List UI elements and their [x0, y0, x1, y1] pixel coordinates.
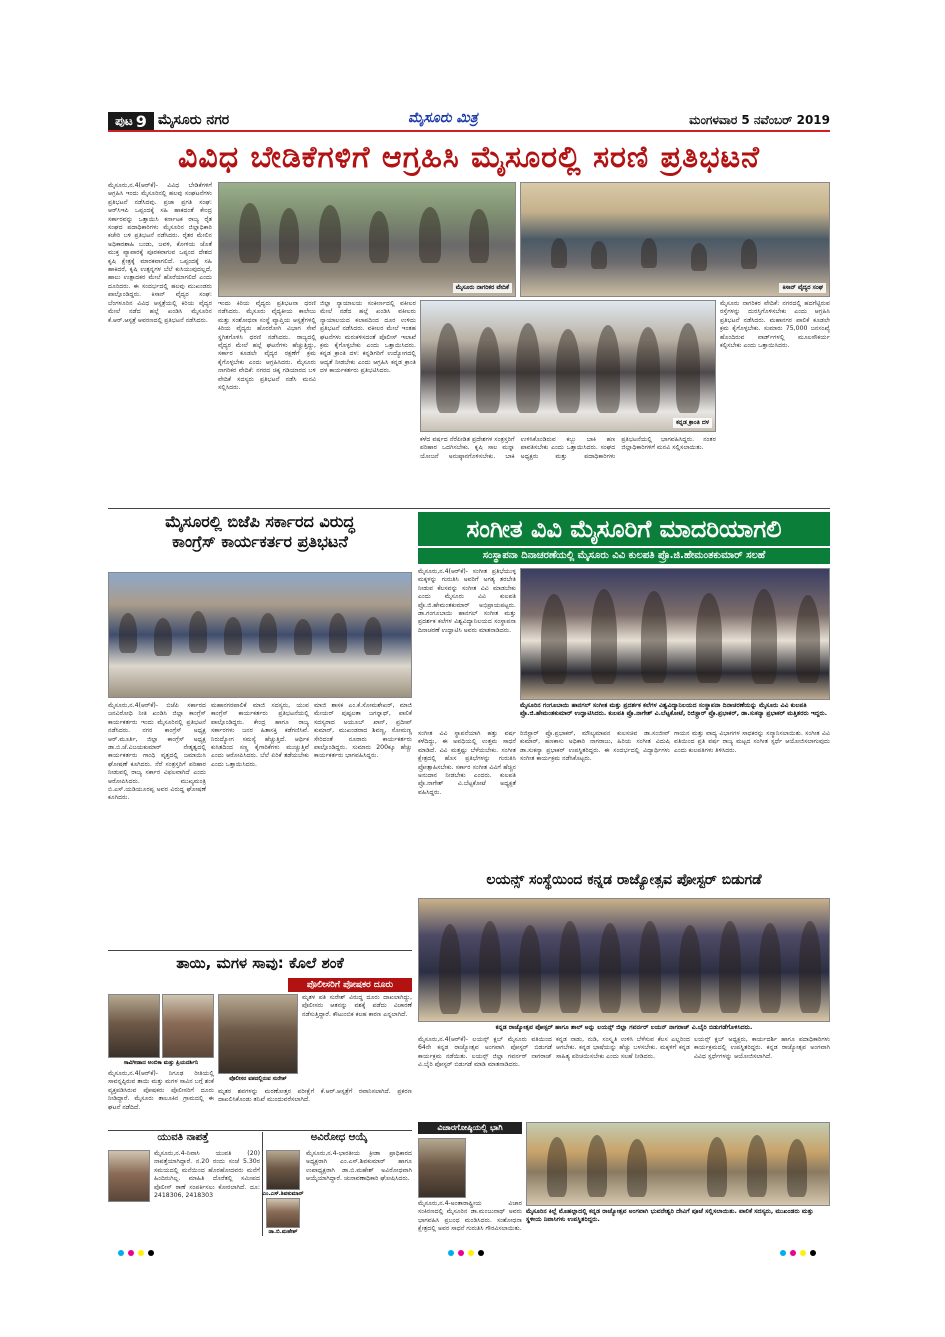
story1-photo-1	[218, 182, 516, 297]
story2-text-1: ಮೈಸೂರು,ನ.4(ಆರ್‌ಕೆ)- ಬಿಜೆಪಿ ಸರ್ಕಾರದ ಜನವಿರೋಧಿ ನೀತಿ ಖಂಡಿಸಿ ಜಿಲ್ಲಾ ಕಾಂಗ್ರೆಸ್ ಕಾರ್ಯಕರ್ತರು ಇಂದು ಮೈಸೂರಿನಲ್ಲಿ ಪ್ರತಿಭಟನೆ ನಡೆಸಿದರು. ನಗರ ಕಾಂಗ್ರೆಸ್ ಅಧ್ಯಕ್ಷ ಆರ್.ಮೂರ್ತಿ, ಜಿಲ್ಲಾ ಕಾಂಗ್ರೆಸ್ ಅಧ್ಯಕ್ಷ ಡಾ.ಬಿ.ಜೆ.ವಿಜಯಕುಮಾರ್ ನೇತೃತ್ವದಲ್ಲಿ ಕಾರ್ಯಕರ್ತರು ಗಾಂಧಿ ವೃತ್ತದಲ್ಲಿ ಜಮಾಯಿಸಿ ಘೋಷಣೆ ಕೂಗಿದರು. ನೆರೆ ಸಂತ್ರಸ್ತರಿಗೆ ಪರಿಹಾರ ನೀಡುವಲ್ಲಿ ರಾಜ್ಯ ಸರ್ಕಾರ ವಿಫಲವಾಗಿದೆ ಎಂದು ಆರೋಪಿಸಿದರು. ಮುಖ್ಯಮಂತ್ರಿ ಬಿ.ಎಸ್.ಯಡಿಯೂರಪ್ಪ ಅವರ ವಿರುದ್ಧ ಘೋಷಣೆ ಕೂಗಿದರು.	[108, 702, 206, 802]
story8-text: ಮೈಸೂರು,ನ.4-ಅಂತಾರಾಷ್ಟ್ರೀಯ ವಿಚಾರ ಸಂಕಿರಣದಲ್ಲಿ ಮೈಸೂರಿನ ಡಾ.ಮಂಜುನಾಥ್ ಅವರು ಭಾಗವಹಿಸಿ ಪ್ರಬಂಧ ಮಂಡಿಸಿದರು. ಸಂಶೋಧನಾ ಕ್ಷೇತ್ರದಲ್ಲಿ ಅವರ ಸಾಧನೆ ಗುರುತಿಸಿ ಗೌರವಿಸಲಾಯಿತು.	[418, 1200, 522, 1233]
issue-date: ಮಂಗಳವಾರ 5 ನವೆಂಬರ್ 2019	[689, 113, 830, 127]
story5-photo-victim-2	[162, 994, 214, 1058]
story3-photo-caption: ಮೈಸೂರಿನ ಗಂಗೂಬಾಯಿ ಹಾನಗಲ್ ಸಂಗೀತ ಮತ್ತು ಪ್ರದರ್ಶಕ ಕಲೆಗಳ ವಿಶ್ವವಿದ್ಯಾನಿಲಯದ ಸಂಸ್ಥಾಪನಾ ದಿನಾಚರಣೆಯನ್ನು ಮೈಸೂರು ವಿವಿ ಕುಲಪತಿ ಪ್ರೊ.ಜಿ.ಹೇಮಂತಕುಮಾರ್ ಉದ್ಘಾಟಿಸಿದರು. ಕುಲಪತಿ ಪ್ರೊ.ನಾಗೇಶ್ ವಿ.ಬೆಟ್ಟಕೋಟೆ, ರಿಜಿಸ್ಟ್ರಾರ್ ಪ್ರೊ.ಪ್ರಭಾಕರ್, ಡಾ.ಸುಕನ್ಯಾ ಪ್ರಭಾಕರ್ ಮತ್ತಿತರರು ಇದ್ದರು.	[520, 702, 828, 717]
story5-text-3: ಮೃತರ ಶವಗಳನ್ನು ಮರಣೋತ್ತರ ಪರೀಕ್ಷೆಗೆ ಕೆ.ಆರ್.ಆಸ್ಪತ್ರೆಗೆ ರವಾನಿಸಲಾಗಿದೆ. ಪ್ರಕರಣ ದಾಖಲಿಸಿಕೊಂಡು ತನಿಖೆ ಮುಂದುವರೆಸಲಾಗಿದೆ.	[218, 1088, 412, 1104]
story1-column-3	[320, 300, 416, 504]
story2-headline-line-1: ಮೈಸೂರಲ್ಲಿ ಬಿಜೆಪಿ ಸರ್ಕಾರದ ವಿರುದ್ಧ	[165, 512, 355, 531]
story1-text-3: ಜಿಲ್ಲಾ ನ್ಯಾಯಾಲಯ ಸಂಕೀರ್ಣದಲ್ಲಿ ವಕೀಲರ ಮೇಲೆ ನಡೆದ ಹಲ್ಲೆ ಖಂಡಿಸಿ ವಕೀಲರು ನ್ಯಾಯಾಲಯದ ಕಲಾಪದಿಂದ ದೂರ ಉಳಿದು ಪ್ರತಿಭಟನೆ ನಡೆಸಿದರು. ವಕೀಲರ ಮೇಲೆ ಇಂತಹ ಘಟನೆಗಳು ಮರುಕಳಿಸದಂತೆ ಪೊಲೀಸ್ ಇಲಾಖೆ ಕ್ರಮ ಕೈಗೊಳ್ಳಬೇಕು ಎಂದು ಒತ್ತಾಯಿಸಿದರು. ಕನ್ನಡ ಕ್ರಾಂತಿ ದಳ: ಕನ್ನಡಿಗರಿಗೆ ಉದ್ಯೋಗದಲ್ಲಿ ಆದ್ಯತೆ ನೀಡಬೇಕು ಎಂದು ಆಗ್ರಹಿಸಿ ಕನ್ನಡ ಕ್ರಾಂತಿ ದಳ ಕಾರ್ಯಕರ್ತರು ಪ್ರತಿಭಟಿಸಿದರು.	[320, 300, 416, 375]
story2-headline	[108, 512, 412, 568]
story7-photo-1	[266, 1150, 300, 1190]
story3-text-1: ಮೈಸೂರು,ನ.4(ಆರ್‌ಕೆ)- ಸಂಗೀತ ಪ್ರತಿಭೆಯುಳ್ಳ ಮಕ್ಕಳನ್ನು ಗುರುತಿಸಿ ಅವರಿಗೆ ಅಗತ್ಯ ತರಬೇತಿ ನೀಡುವ ಕೆಲಸವನ್ನು ಸಂಗೀತ ವಿವಿ ಮಾಡಬೇಕು ಎಂದು ಮೈಸೂರು ವಿವಿ ಕುಲಪತಿ ಪ್ರೊ.ಜಿ.ಹೇಮಂತಕುಮಾರ್ ಅಭಿಪ್ರಾಯಪಟ್ಟರು. ಡಾ.ಗಂಗೂಬಾಯಿ ಹಾನಗಲ್ ಸಂಗೀತ ಮತ್ತು ಪ್ರದರ್ಶಕ ಕಲೆಗಳ ವಿಶ್ವವಿದ್ಯಾನಿಲಯದ ಸಂಸ್ಥಾಪನಾ ದಿನಾಚರಣೆ ಉದ್ಘಾಟಿಸಿ ಅವರು ಮಾತನಾಡಿದರು.	[418, 568, 516, 634]
story5-text-1: ಮೈಸೂರು,ನ.4(ಆರ್‌ಕೆ)- ನಿಗೂಢ ರೀತಿಯಲ್ಲಿ ಸಾವನ್ನಪ್ಪಿರುವ ತಾಯಿ ಮತ್ತು ಮಗಳ ಸಾವಿನ ಬಗ್ಗೆ ಶಂಕೆ ವ್ಯಕ್ತಪಡಿಸಿರುವ ಪೋಷಕರು ಪೊಲೀಸರಿಗೆ ದೂರು ನೀಡಿದ್ದಾರೆ. ಮೈಸೂರು ತಾಲೂಕಿನ ಗ್ರಾಮದಲ್ಲಿ ಈ ಘಟನೆ ನಡೆದಿದೆ.	[108, 1070, 214, 1111]
story7-name-1: ಎಂ.ಎಸ್.ಶಿವಕುಮಾರ್	[262, 1191, 304, 1197]
story6-photo	[108, 1150, 150, 1202]
story5-column-1	[108, 1070, 214, 1128]
story5-photo-victim-1	[108, 994, 160, 1058]
divider	[108, 950, 412, 951]
story8-photo	[418, 1138, 466, 1198]
story1-text-1: ಮೈಸೂರು,ನ.4(ಆರ್‌ಕೆ)- ವಿವಿಧ ಬೇಡಿಕೆಗಳಿಗೆ ಆಗ್ರಹಿಸಿ ಇಂದು ಮೈಸೂರಿನಲ್ಲಿ ಹಲವು ಸಂಘಟನೆಗಳು ಪ್ರತಿಭಟನೆ ನಡೆಸಿದವು. ಪ್ರಜಾ ಪ್ರಗತಿ ಸಂಘ: ಆರ್‌ಸಿಇಪಿ ಒಪ್ಪಂದಕ್ಕೆ ಸಹಿ ಹಾಕದಂತೆ ಕೇಂದ್ರ ಸರ್ಕಾರವನ್ನು ಒತ್ತಾಯಿಸಿ ಕರ್ನಾಟಕ ರಾಜ್ಯ ರೈತ ಸಂಘದ ಪದಾಧಿಕಾರಿಗಳು ಮೈಸೂರಿನ ಜಿಲ್ಲಾಧಿಕಾರಿ ಕಚೇರಿ ಬಳಿ ಪ್ರತಿಭಟನೆ ನಡೆಸಿದರು. ರೈತರ ಮೇಲಿನ ಅಧಿಕಾರಶಾಹಿ ಬಂಡು, ಜವಳಿ, ಕೋಳಿಯ ಜೊತೆ ಮುಕ್ತ ವ್ಯಾಪಾರಕ್ಕೆ ಪೂರಕವಾಗುವ ಒಪ್ಪಂದ ದೇಶದ ಕೃಷಿ ಕ್ಷೇತ್ರಕ್ಕೆ ಮಾರಕವಾಗಲಿದೆ. ಒಪ್ಪಂದಕ್ಕೆ ಸಹಿ ಹಾಕಿದರೆ, ಕೃಷಿ ಉತ್ಪನ್ನಗಳ ಬೆಲೆ ಕುಸಿಯುವುದಲ್ಲದೆ, ಹಾಲು ಉತ್ಪಾದಕರ ಮೇಲೆ ಹೊರೆಯಾಗಲಿದೆ ಎಂದು ದೂರಿದರು. ಈ ಸಂದರ್ಭದಲ್ಲಿ ಹಲವು ಮುಖಂಡರು ಪಾಲ್ಗೊಂಡಿದ್ದರು. ಕಿಸಾನ್ ವೈದ್ಯರ ಸಂಘ: ಬೆಂಗಳೂರಿನ ವಿವಿಧ ಆಸ್ಪತ್ರೆಯಲ್ಲಿ ಕಿರಿಯ ವೈದ್ಯರ ಮೇಲೆ ನಡೆದ ಹಲ್ಲೆ ಖಂಡಿಸಿ ಮೈಸೂರಿನ ಕೆ.ಆರ್.ಆಸ್ಪತ್ರೆ ಆವರಣದಲ್ಲಿ ಪ್ರತಿಭಟನೆ ನಡೆಸಿದರು.	[108, 182, 212, 324]
story4-column-3	[694, 1036, 830, 1118]
divider	[108, 1130, 412, 1131]
divider	[108, 508, 830, 509]
story7-photo-2	[266, 1198, 300, 1228]
registration-marks	[118, 1250, 154, 1256]
story1-text-4: ಕಳೆದ ವರ್ಷದ ನೆರೆಪೀಡಿತ ಪ್ರದೇಶಗಳ ಸಂತ್ರಸ್ತರಿಗೆ ಪರಿಹಾರ ಒದಗಿಸಬೇಕು. ಕೃಷಿ ಸಾಲ ಮನ್ನಾ ಯೋಜನೆ ಅನುಷ್ಠಾನಗೊಳಿಸಬೇಕು. ಬಾಕಿ ಉಳಿಸಿಕೊಂಡಿರುವ ಕಬ್ಬು ಬಾಕಿ ಹಣ ಪಾವತಿಸಬೇಕು ಎಂದು ಒತ್ತಾಯಿಸಿದರು. ಸಂಘದ ಅಧ್ಯಕ್ಷರು ಮತ್ತು ಪದಾಧಿಕಾರಿಗಳು ಪ್ರತಿಭಟನೆಯಲ್ಲಿ ಭಾಗವಹಿಸಿದ್ದರು. ನಂತರ ಜಿಲ್ಲಾಧಿಕಾರಿಗಳಿಗೆ ಮನವಿ ಸಲ್ಲಿಸಲಾಯಿತು.	[420, 436, 716, 460]
story3-column-4	[674, 730, 830, 868]
story1-photo-3-tag: ಕನ್ನಡ ಕ್ರಾಂತಿ ದಳ	[673, 418, 712, 428]
page-label: ಪುಟ	[115, 113, 133, 128]
story3-column-1	[418, 568, 516, 702]
story5-column-2	[302, 994, 412, 1086]
page-number-badge	[108, 112, 154, 130]
story4-photo-caption: ಕನ್ನಡ ರಾಜ್ಯೋತ್ಸವ ಪೋಸ್ಟರ್ ಹಾಗೂ ಶಾಲ್ ಅನ್ನು ಲಯನ್ಸ್ ಜಿಲ್ಲಾ ಗವರ್ನರ್ ಲಯನ್ ನಾಗರಾಜ್ ವಿ.ಬೈರಿ ಬಿಡುಗಡೆಗೊಳಿಸಿದರು.	[495, 1024, 753, 1031]
story2-column-1	[108, 702, 206, 948]
story3-photo	[520, 568, 830, 700]
story4-headline: ಲಯನ್ಸ್ ಸಂಸ್ಥೆಯಿಂದ ಕನ್ನಡ ರಾಜ್ಯೋತ್ಸವ ಪೋಸ್ಟರ್ ಬಿಡುಗಡೆ	[486, 872, 762, 888]
story3-text-4: ಗಾಯನ ಮತ್ತು ವಾದ್ಯ ವಿಭಾಗಗಳ ಸಾಧಕರನ್ನು ಸನ್ಮಾನಿಸಲಾಯಿತು. ಸಂಗೀತ ವಿವಿ ವತಿಯಿಂದ ಪ್ರತಿ ವರ್ಷ ರಾಜ್ಯ ಮಟ್ಟದ ಸಂಗೀತ ಸ್ಪರ್ಧೆ ಆಯೋಜಿಸಲಾಗುವುದು ಎಂದು ಕುಲಪತಿಗಳು ತಿಳಿಸಿದರು.	[674, 730, 830, 754]
story1-photo-3	[420, 300, 716, 432]
story8-headline: ವಿಚಾರಗೋಷ್ಠಿಯಲ್ಲಿ ಭಾಗಿ	[418, 1122, 522, 1134]
story7-name-2: ಡಾ.ಬಿ.ಮಹೇಶ್	[268, 1229, 298, 1235]
story3-column-1b	[418, 730, 516, 868]
section-name: ಮೈಸೂರು ನಗರ	[158, 112, 230, 128]
story2-column-3	[314, 702, 412, 948]
story3-column-3	[520, 730, 670, 868]
story7-text-box	[306, 1150, 412, 1238]
story4-column-1	[418, 1036, 552, 1118]
newspaper-page	[108, 110, 830, 1240]
registration-marks	[780, 1250, 816, 1256]
story5-photo-2-caption: ಪೊಲೀಸರ ವಶದಲ್ಲಿರುವ ಸುರೇಶ್	[229, 1076, 287, 1082]
story1-text-5: ಮೈಸೂರು ನಾಗರಿಕರ ವೇದಿಕೆ: ನಗರದಲ್ಲಿ ಹದಗೆಟ್ಟಿರುವ ರಸ್ತೆಗಳನ್ನು ದುರಸ್ತಿಗೊಳಿಸಬೇಕು ಎಂದು ಆಗ್ರಹಿಸಿ ಪ್ರತಿಭಟನೆ ನಡೆಸಿದರು. ಮಹಾನಗರ ಪಾಲಿಕೆ ಕೂಡಲೇ ಕ್ರಮ ಕೈಗೊಳ್ಳಬೇಕು. ಸುಮಾರು 75,000 ಜನಸಂಖ್ಯೆ ಹೊಂದಿರುವ ವಾರ್ಡ್‌ಗಳಲ್ಲಿ ಮೂಲಸೌಕರ್ಯ ಕಲ್ಪಿಸಬೇಕು ಎಂದು ಒತ್ತಾಯಿಸಿದರು.	[720, 300, 830, 350]
story5-column-3	[218, 1088, 412, 1128]
story1-column-2	[218, 300, 316, 504]
story8-text-box	[418, 1200, 522, 1238]
story3-text-2: ಸಂಗೀತ ವಿವಿ ಸ್ಥಾಪನೆಯಾಗಿ ಹತ್ತು ವರ್ಷ ಕಳೆದಿದ್ದು, ಈ ಅವಧಿಯಲ್ಲಿ ಉತ್ತಮ ಸಾಧನೆ ಮಾಡಿದೆ. ವಿವಿ ಮತ್ತಷ್ಟು ಬೆಳೆಯಬೇಕು. ಸಂಗೀತ ಕ್ಷೇತ್ರದಲ್ಲಿ ಹೊಸ ಪ್ರತಿಭೆಗಳನ್ನು ಗುರುತಿಸಿ ಪ್ರೋತ್ಸಾಹಿಸಬೇಕು. ಸರ್ಕಾರ ಸಂಗೀತ ವಿವಿಗೆ ಹೆಚ್ಚಿನ ಅನುದಾನ ನೀಡಬೇಕು ಎಂದರು. ಕುಲಪತಿ ಪ್ರೊ.ನಾಗೇಶ್ ವಿ.ಬೆಟ್ಟಕೋಟೆ ಅಧ್ಯಕ್ಷತೆ ವಹಿಸಿದ್ದರು.	[418, 730, 516, 796]
story1-column-4	[420, 436, 716, 504]
story4-column-2	[556, 1036, 690, 1118]
story4-photo	[418, 898, 830, 1022]
story4-text-2: ಕನ್ನಡ ನಾಡು, ನುಡಿ, ಸಂಸ್ಕೃತಿ ಉಳಿಸಿ ಬೆಳೆಸುವ ಕೆಲಸ ಎಲ್ಲರಿಂದ ಆಗಬೇಕು. ಕನ್ನಡ ಭಾಷೆಯನ್ನು ಹೆಚ್ಚು ಬಳಸಬೇಕು. ಮಕ್ಕಳಿಗೆ ಕನ್ನಡ ಸಾಹಿತ್ಯ ಪರಿಚಯಿಸಬೇಕು ಎಂದು ಸಲಹೆ ನೀಡಿದರು.	[556, 1036, 690, 1060]
story9-photo	[526, 1122, 830, 1206]
story6-text: ಮೈಸೂರು,ನ.4-ನಿವಾಸಿ ಯುವತಿ (20) ನಾಪತ್ತೆಯಾಗಿದ್ದಾರೆ. ನ.20 ರಂದು ಸಂಜೆ 5.30ರ ಸಮಯದಲ್ಲಿ ಮನೆಯಿಂದ ಹೊರಹೋದವರು ಮನೆಗೆ ಹಿಂದಿರುಗಿಲ್ಲ. ಮಾಹಿತಿ ದೊರೆತಲ್ಲಿ ಸಮೀಪದ ಪೊಲೀಸ್ ಠಾಣೆ ಸಂಪರ್ಕಿಸಲು ಕೋರಲಾಗಿದೆ. ದೂ: 2418306, 2418303	[154, 1150, 260, 1200]
story2-headline-line-2: ಕಾಂಗ್ರೆಸ್ ಕಾರ್ಯಕರ್ತರ ಪ್ರತಿಭಟನೆ	[172, 532, 348, 551]
story1-photo-1-tag: ಮೈಸೂರು ನಾಗರಿಕರ ವೇದಿಕೆ	[453, 283, 512, 293]
story6-headline: ಯುವತಿ ನಾಪತ್ತೆ	[157, 1132, 209, 1143]
page-number: 9	[135, 111, 147, 131]
story2-text-2: ಮಹಾನಗರಪಾಲಿಕೆ ಮಾಜಿ ಸದಸ್ಯರು, ಯುವ ಕಾಂಗ್ರೆಸ್ ಕಾರ್ಯಕರ್ತರು ಪ್ರತಿಭಟನೆಯಲ್ಲಿ ಪಾಲ್ಗೊಂಡಿದ್ದರು. ಕೇಂದ್ರ ಹಾಗೂ ರಾಜ್ಯ ಸರ್ಕಾರಗಳು ಜನರ ಹಿತಾಸಕ್ತಿ ಕಡೆಗಣಿಸಿವೆ. ನಿರುದ್ಯೋಗ ಸಮಸ್ಯೆ ಹೆಚ್ಚುತ್ತಿದೆ. ಆರ್ಥಿಕ ಕುಸಿತದಿಂದ ಸಣ್ಣ ಕೈಗಾರಿಕೆಗಳು ಮುಚ್ಚುತ್ತಿವೆ ಎಂದು ಆರೋಪಿಸಿದರು. ಬೆಲೆ ಏರಿಕೆ ತಡೆಯಬೇಕು ಎಂದು ಒತ್ತಾಯಿಸಿದರು.	[211, 702, 309, 768]
story6-text-box	[154, 1150, 260, 1238]
story3-subheadline: ಸಂಸ್ಥಾಪನಾ ದಿನಾಚರಣೆಯಲ್ಲಿ ಮೈಸೂರು ವಿವಿ ಕುಲಪತಿ ಪ್ರೊ.ಜಿ.ಹೇಮಂತಕುಮಾರ್ ಸಲಹೆ	[418, 548, 830, 564]
story1-text-2: ಇಂದು ಕಿರಿಯ ವೈದ್ಯರು ಪ್ರತಿಭಟನಾ ಧರಣಿ ನಡೆಸಿದರು. ಮೈಸೂರು ವೈದ್ಯಕೀಯ ಕಾಲೇಜು ಮತ್ತು ಸಂಶೋಧನಾ ಸಂಸ್ಥೆ ವ್ಯಾಪ್ತಿಯ ಆಸ್ಪತ್ರೆಗಳಲ್ಲಿ ಕಿರಿಯ ವೈದ್ಯರು ಹೊರರೋಗಿ ವಿಭಾಗ ಸೇವೆ ಸ್ಥಗಿತಗೊಳಿಸಿ ಧರಣಿ ನಡೆಸಿದರು. ರಾಜ್ಯದಲ್ಲಿ ವೈದ್ಯರ ಮೇಲೆ ಹಲ್ಲೆ ಘಟನೆಗಳು ಹೆಚ್ಚುತ್ತಿದ್ದು, ಸರ್ಕಾರ ಕೂಡಲೇ ವೈದ್ಯರ ರಕ್ಷಣೆಗೆ ಕ್ರಮ ಕೈಗೊಳ್ಳಬೇಕು ಎಂದು ಆಗ್ರಹಿಸಿದರು. ಮೈಸೂರು ನಾಗರಿಕರ ವೇದಿಕೆ: ನಗರದ ಚಿಕ್ಕ ಗಡಿಯಾರದ ಬಳಿ ವೇದಿಕೆ ಸದಸ್ಯರು ಪ್ರತಿಭಟನೆ ನಡೆಸಿ ಮನವಿ ಸಲ್ಲಿಸಿದರು.	[218, 300, 316, 392]
story1-column-1	[108, 182, 212, 504]
story1-photo-2	[520, 182, 830, 297]
story1-photo-2-tag: ಕಿಸಾನ್ ವೈದ್ಯರ ಸಂಘ	[779, 283, 826, 293]
story7-headline: ಅವಿರೋಧ ಆಯ್ಕೆ	[310, 1132, 368, 1143]
story3-headline: ಸಂಗೀತ ವಿವಿ ಮೈಸೂರಿಗೆ ಮಾದರಿಯಾಗಲಿ	[418, 512, 830, 546]
story1-headline: ವಿವಿಧ ಬೇಡಿಕೆಗಳಿಗೆ ಆಗ್ರಹಿಸಿ ಮೈಸೂರಲ್ಲಿ ಸರಣಿ ಪ್ರತಿಭಟನೆ	[178, 140, 760, 175]
story2-column-2	[211, 702, 309, 948]
story7-text: ಮೈಸೂರು,ನ.4-ಭಾರತೀಯ ಕ್ರೀಡಾ ಪ್ರಾಧಿಕಾರದ ಅಧ್ಯಕ್ಷರಾಗಿ ಎಂ.ಎಸ್.ಶಿವಕುಮಾರ್ ಹಾಗೂ ಉಪಾಧ್ಯಕ್ಷರಾಗಿ ಡಾ.ಬಿ.ಮಹೇಶ್ ಅವಿರೋಧವಾಗಿ ಆಯ್ಕೆಯಾಗಿದ್ದಾರೆ. ಚುನಾವಣಾಧಿಕಾರಿ ಘೋಷಿಸಿದರು.	[306, 1150, 412, 1183]
divider	[262, 1132, 263, 1236]
story3-text-3: ರಿಜಿಸ್ಟ್ರಾರ್ ಪ್ರೊ.ಪ್ರಭಾಕರ್, ಮೌಲ್ಯಮಾಪನ ಕುಲಸಚಿವ ಡಾ.ಸಂಜೀವ್ ಕುಮಾರ್, ಹಣಕಾಸು ಅಧಿಕಾರಿ ನಾಗರಾಜು, ಹಿರಿಯ ಸಂಗೀತ ವಿದುಷಿ ಡಾ.ಸುಕನ್ಯಾ ಪ್ರಭಾಕರ್ ಉಪಸ್ಥಿತರಿದ್ದರು. ಈ ಸಂದರ್ಭದಲ್ಲಿ ವಿದ್ಯಾರ್ಥಿಗಳು ಸಂಗೀತ ಕಾರ್ಯಕ್ರಮ ನಡೆಸಿಕೊಟ್ಟರು.	[520, 730, 670, 763]
story9-photo-caption: ಮೈಸೂರಿನ ಕಿಲ್ಲೆ ಮೊಹಲ್ಲಾದಲ್ಲಿ ಕನ್ನಡ ರಾಜ್ಯೋತ್ಸವ ಅಂಗವಾಗಿ ಭುವನೇಶ್ವರಿ ದೇವಿಗೆ ಪೂಜೆ ಸಲ್ಲಿಸಲಾಯಿತು. ಪಾಲಿಕೆ ಸದಸ್ಯರು, ಮುಖಂಡರು ಮತ್ತು ಸ್ಥಳೀಯ ನಿವಾಸಿಗಳು ಉಪಸ್ಥಿತರಿದ್ದರು.	[526, 1208, 814, 1223]
story2-text-3: ಮಾಜಿ ಶಾಸಕ ಎಂ.ಕೆ.ಸೋಮಶೇಖರ್, ಮಾಜಿ ಮೇಯರ್ ಪುಷ್ಪಲತಾ ಜಗನ್ನಾಥ್, ಪಾಲಿಕೆ ಸದಸ್ಯರಾದ ಅಯೂಬ್ ಖಾನ್, ಪ್ರದೀಪ್ ಕುಮಾರ್, ಮುಖಂಡರಾದ ಶಿವಣ್ಣ, ಸೋಮಣ್ಣ ಸೇರಿದಂತೆ ನೂರಾರು ಕಾರ್ಯಕರ್ತರು ಪಾಲ್ಗೊಂಡಿದ್ದರು. ಸುಮಾರು 200ಕ್ಕೂ ಹೆಚ್ಚು ಕಾರ್ಯಕರ್ತರು ಭಾಗವಹಿಸಿದ್ದರು.	[314, 702, 412, 760]
story4-text-3: ಲಯನ್ಸ್ ಕ್ಲಬ್ ಅಧ್ಯಕ್ಷರು, ಕಾರ್ಯದರ್ಶಿ ಹಾಗೂ ಪದಾಧಿಕಾರಿಗಳು ಕಾರ್ಯಕ್ರಮದಲ್ಲಿ ಉಪಸ್ಥಿತರಿದ್ದರು. ಕನ್ನಡ ರಾಜ್ಯೋತ್ಸವ ಅಂಗವಾಗಿ ವಿವಿಧ ಸ್ಪರ್ಧೆಗಳನ್ನು ಆಯೋಜಿಸಲಾಗಿದೆ.	[694, 1036, 830, 1060]
story5-subheadline: ಪೊಲೀಸರಿಗೆ ಪೋಷಕರ ದೂರು	[288, 978, 412, 992]
registration-marks	[448, 1250, 484, 1256]
story2-photo	[108, 572, 412, 698]
story5-text-2: ಮೃತಳ ಪತಿ ಸುರೇಶ್ ವಿರುದ್ಧ ದೂರು ದಾಖಲಾಗಿದ್ದು, ಪೊಲೀಸರು ಆತನನ್ನು ವಶಕ್ಕೆ ಪಡೆದು ವಿಚಾರಣೆ ನಡೆಸುತ್ತಿದ್ದಾರೆ. ಕೌಟುಂಬಿಕ ಕಲಹ ಕಾರಣ ಎನ್ನಲಾಗಿದೆ.	[302, 994, 412, 1018]
story5-headline: ತಾಯಿ, ಮಗಳ ಸಾವು: ಕೊಲೆ ಶಂಕೆ	[176, 954, 344, 972]
story4-text-1: ಮೈಸೂರು,ನ.4(ಆರ್‌ಕೆ)- ಲಯನ್ಸ್ ಕ್ಲಬ್ ಮೈಸೂರು ವತಿಯಿಂದ 64ನೇ ಕನ್ನಡ ರಾಜ್ಯೋತ್ಸವ ಅಂಗವಾಗಿ ಪೋಸ್ಟರ್ ಬಿಡುಗಡೆ ಕಾರ್ಯಕ್ರಮ ನಡೆಯಿತು. ಲಯನ್ಸ್ ಜಿಲ್ಲಾ ಗವರ್ನರ್ ನಾಗರಾಜ್ ವಿ.ಬೈರಿ ಪೋಸ್ಟರ್ ಬಿಡುಗಡೆ ಮಾಡಿ ಮಾತನಾಡಿದರು.	[418, 1036, 552, 1069]
newspaper-logo: ಮೈಸೂರು ಮಿತ್ರ	[408, 110, 478, 126]
story1-column-5	[720, 300, 830, 504]
story5-photo-accused	[218, 994, 298, 1074]
story5-photo-1-caption: ಸಾವಿಗೀಡಾದ ಅಂಬಿಕಾ ಮತ್ತು ಪ್ರಿಯದರ್ಶಿನಿ	[123, 1060, 199, 1066]
